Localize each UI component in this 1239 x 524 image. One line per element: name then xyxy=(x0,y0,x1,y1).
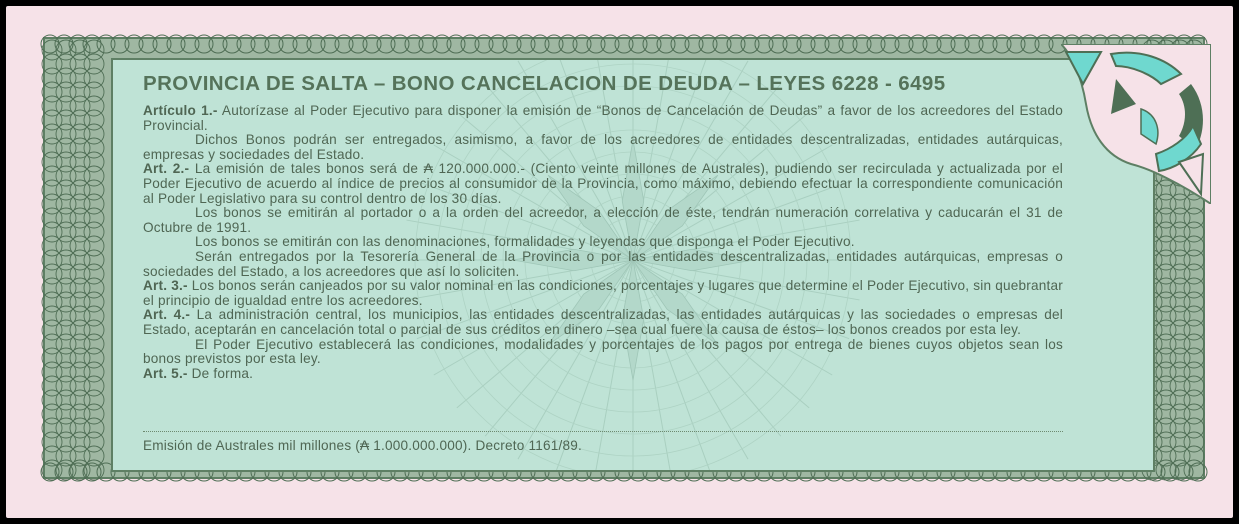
law-paragraph xyxy=(143,279,1063,308)
law-paragraph xyxy=(143,250,1063,279)
law-paragraph xyxy=(143,206,1063,235)
paragraph-text: La administración central, los municipios, las entidades descentralizadas, las entidades autárquicas y las sociedades o empresas del Estado, aceptarán en cancelación total o parcial de sus créditos en dinero –sea cual fuere la causa de éstos– los bonos creados por esta ley. xyxy=(143,307,1063,337)
law-paragraph xyxy=(143,133,1063,162)
paragraph-text: Dichos Bonos podrán ser entregados, asimismo, a favor de los acreedores de entidades descentralizadas, entidades autárquicas, empresas y sociedades del Estado. xyxy=(143,132,1063,162)
paragraph-text: El Poder Ejecutivo establecerá las condiciones, modalidades y porcentajes de los pagos por entrega de bienes cuyos objetos sean los bonos previstos por esta ley. xyxy=(143,336,1063,367)
paragraph-text: Los bonos se emitirán al portador o a la orden del acreedor, a elección de éste, tendrán numeración correlativa y caducarán el 31 de Octubre de 1991. xyxy=(143,205,1063,235)
dotted-rule xyxy=(143,431,1063,432)
law-paragraph xyxy=(143,367,1063,382)
article-number: Art. 4.- xyxy=(143,307,191,323)
law-paragraph xyxy=(143,308,1063,337)
law-paragraph xyxy=(143,235,1063,250)
paragraph-text: Serán entregados por la Tesorería General de la Provincia o por las entidades descentralizadas, entidades autárquicas, empresas o sociedades del Estado, a los acreedores que así lo soliciten. xyxy=(143,248,1063,279)
paragraph-text: Autorízase al Poder Ejecutivo para disponer la emisión de “Bonos de Cancelación de Deudas” a favor de los acreedores del Estado Provincial. xyxy=(143,103,1063,133)
law-paragraph xyxy=(143,162,1063,206)
law-paragraph xyxy=(143,104,1063,133)
paragraph-text: Los bonos serán canjeados por su valor nominal en las condiciones, porcentajes y lugares que determine el Poder Ejecutivo, sin quebrantar el principio de igualdad entre los acreedores. xyxy=(143,278,1063,308)
law-paragraph xyxy=(143,338,1063,367)
paragraph-text: De forma. xyxy=(187,365,254,381)
paper-background xyxy=(6,6,1233,518)
paragraph-text: Los bonos se emitirán con las denominaciones, formalidades y leyendas que disponga el Poder Ejecutivo. xyxy=(195,234,855,250)
article-number: Art. 5.- xyxy=(143,365,188,381)
emission-footer: Emisión de Australes mil millones (₳ 1.000.000.000). Decreto 1161/89. xyxy=(143,438,582,453)
article-number: Art. 2.- xyxy=(143,161,190,177)
article-number: Artículo 1.- xyxy=(143,103,218,118)
law-text xyxy=(143,104,1063,381)
paragraph-text: La emisión de tales bonos será de ₳ 120.000.000.- (Ciento veinte millones de Australes), pudiendo ser recirculada y actualizada por el Poder Ejecutivo de acuerdo al índice de precios al consumidor de la Provincia, como máximo, debiendo efectuar la correspondiente comunicación al Poder Legislativo para su control dentro de los 30 días. xyxy=(143,161,1063,206)
corner-ornament xyxy=(1061,44,1211,204)
document-title: PROVINCIA DE SALTA – BONO CANCELACION DE DEUDA – LEYES 6228 - 6495 xyxy=(143,72,946,95)
text-panel xyxy=(111,58,1155,472)
article-number: Art. 3.- xyxy=(143,278,188,294)
